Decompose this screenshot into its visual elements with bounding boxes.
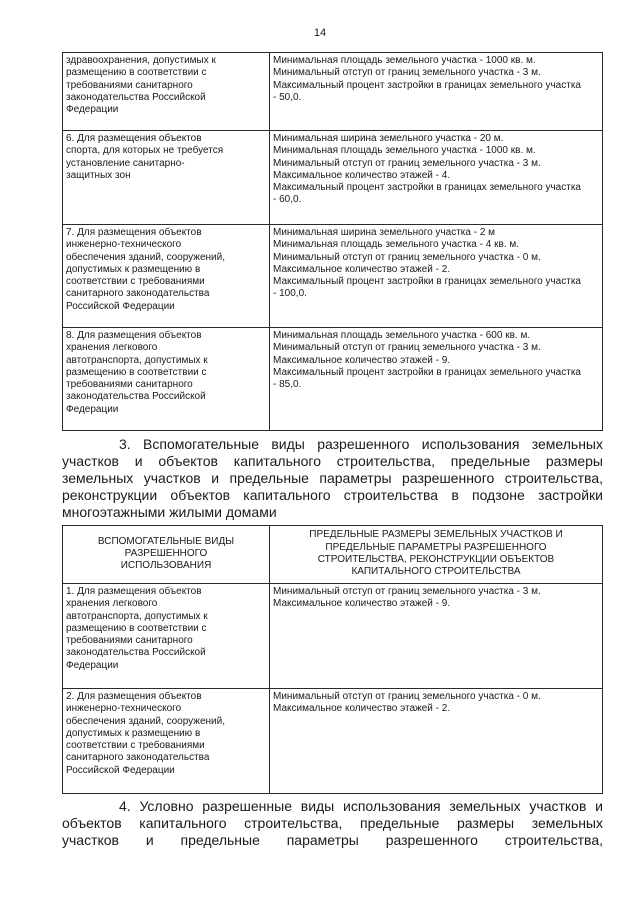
cell-line: Максимальный процент застройки в границах земельного участка — [273, 182, 581, 194]
paragraph-line: участков и предельные параметры разрешенного строительства, — [62, 832, 603, 848]
paragraph-line: участков и объектов капитального строительства, предельные размеры — [62, 453, 603, 469]
use-type-cell — [63, 328, 270, 431]
paragraph-line: земельных участков и предельные параметры разрешенного строительства, — [62, 470, 603, 486]
cell-line: Минимальная площадь земельного участка - 1000 кв. м. — [273, 55, 536, 66]
cell-line: размещению в соответствии с — [66, 622, 207, 634]
parameters-cell — [270, 53, 603, 131]
main-uses-table — [62, 52, 603, 431]
cell-line: 6. Для размещения объектов — [66, 133, 202, 144]
paragraph-line: многоэтажными жилыми домами — [62, 504, 277, 520]
cell-line: требованиями санитарного — [66, 79, 193, 91]
cell-line: Федерации — [66, 403, 119, 415]
cell-line: Минимальная ширина земельного участка - 2 м — [273, 227, 496, 238]
cell-line: Минимальный отступ от границ земельного участка - 0 м. — [273, 251, 541, 263]
section-3-paragraph — [62, 436, 603, 521]
cell-line: - 100,0. — [273, 288, 307, 300]
cell-line: Федерации — [66, 104, 119, 116]
header-line: КАПИТАЛЬНОГО СТРОИТЕЛЬСТВА — [351, 566, 521, 578]
cell-line: требованиями санитарного — [66, 635, 193, 647]
table-header-row — [63, 526, 603, 584]
cell-line: допустимых к размещению в — [66, 727, 201, 739]
cell-line: обеспечения зданий, сооружений, — [66, 251, 225, 263]
page-number: 14 — [313, 27, 327, 39]
table-row — [63, 225, 603, 328]
parameters-cell — [270, 328, 603, 431]
cell-line: 8. Для размещения объектов — [66, 330, 202, 341]
cell-line: Минимальная площадь земельного участка - 1000 кв. м. — [273, 145, 536, 157]
cell-line: Максимальный процент застройки в границах земельного участка — [273, 276, 581, 288]
header-left-cell — [63, 526, 270, 584]
cell-line: автотранспорта, допустимых к — [66, 354, 208, 366]
cell-line: Минимальная ширина земельного участка - 20 м. — [273, 133, 504, 144]
paragraph-line: реконструкции объектов капитального строительства в подзоне застройки — [62, 487, 603, 503]
cell-line: хранения легкового — [66, 598, 158, 610]
cell-line: хранения легкового — [66, 342, 158, 354]
cell-line: установление санитарно- — [66, 157, 185, 169]
cell-line: - 50,0. — [273, 91, 302, 103]
cell-line: спорта, для которых не требуется — [66, 145, 224, 157]
cell-line: допустимых к размещению в — [66, 263, 201, 275]
cell-line: санитарного законодательства — [66, 288, 210, 300]
use-type-cell — [63, 225, 270, 328]
cell-line: соответствии с требованиями — [66, 740, 205, 752]
cell-line: Минимальная площадь земельного участка - 600 кв. м. — [273, 330, 531, 341]
cell-line: 2. Для размещения объектов — [66, 691, 202, 702]
table-row — [63, 689, 603, 794]
parameters-cell — [270, 584, 603, 689]
header-line: СТРОИТЕЛЬСТВА, РЕКОНСТРУКЦИИ ОБЪЕКТОВ — [317, 554, 555, 565]
cell-line: инженерно-технического — [66, 239, 182, 251]
cell-line: Российской Федерации — [66, 764, 175, 776]
cell-line: - 85,0. — [273, 379, 302, 391]
cell-line: Максимальное количество этажей - 9. — [273, 354, 451, 366]
table-row — [63, 328, 603, 431]
paragraph-line: 3. Вспомогательные виды разрешенного использования земельных — [119, 436, 603, 452]
header-line: ИСПОЛЬЗОВАНИЯ — [120, 560, 212, 572]
cell-line: Российской Федерации — [66, 300, 175, 312]
cell-line: законодательства Российской — [66, 391, 206, 403]
table-row — [63, 584, 603, 689]
cell-line: Максимальное количество этажей - 2. — [273, 263, 451, 275]
section-4-paragraph — [62, 798, 603, 849]
cell-line: размещению в соответствии с — [66, 67, 207, 79]
cell-line: Минимальный отступ от границ земельного участка - 3 м. — [273, 586, 541, 597]
table-row — [63, 53, 603, 131]
header-line: ПРЕДЕЛЬНЫЕ РАЗМЕРЫ ЗЕМЕЛЬНЫХ УЧАСТКОВ И — [309, 529, 563, 541]
use-type-cell — [63, 131, 270, 225]
cell-line: здравоохранения, допустимых к — [66, 55, 216, 66]
table-row — [63, 131, 603, 225]
cell-line: Максимальное количество этажей - 4. — [273, 169, 451, 181]
cell-line: санитарного законодательства — [66, 752, 210, 764]
cell-line: Федерации — [66, 659, 119, 671]
header-line: РАЗРЕШЕННОГО — [124, 547, 208, 559]
cell-line: Минимальный отступ от границ земельного участка - 3 м. — [273, 342, 541, 354]
cell-line: 1. Для размещения объектов — [66, 586, 202, 597]
cell-line: обеспечения зданий, сооружений, — [66, 715, 225, 727]
cell-line: Максимальный процент застройки в границах земельного участка — [273, 79, 581, 91]
parameters-cell — [270, 689, 603, 794]
cell-line: соответствии с требованиями — [66, 276, 205, 288]
cell-line: 7. Для размещения объектов — [66, 227, 202, 238]
use-type-cell — [63, 53, 270, 131]
cell-line: защитных зон — [66, 169, 131, 181]
parameters-cell — [270, 225, 603, 328]
use-type-cell — [63, 689, 270, 794]
cell-line: инженерно-технического — [66, 703, 182, 715]
cell-line: требованиями санитарного — [66, 379, 193, 391]
cell-line: Минимальный отступ от границ земельного участка - 3 м. — [273, 67, 541, 79]
paragraph-line: 4. Условно разрешенные виды использования земельных участков и — [119, 798, 603, 814]
cell-line: Минимальный отступ от границ земельного участка - 0 м. — [273, 691, 541, 702]
cell-line: Максимальное количество этажей - 2. — [273, 703, 451, 715]
cell-line: автотранспорта, допустимых к — [66, 610, 208, 622]
use-type-cell — [63, 584, 270, 689]
cell-line: законодательства Российской — [66, 647, 206, 659]
header-right-cell — [270, 526, 603, 584]
parameters-cell — [270, 131, 603, 225]
cell-line: Максимальный процент застройки в границах земельного участка — [273, 366, 581, 378]
paragraph-line: объектов капитального строительства, предельные размеры земельных — [62, 815, 603, 831]
cell-line: размещению в соответствии с — [66, 366, 207, 378]
cell-line: Минимальный отступ от границ земельного участка - 3 м. — [273, 157, 541, 169]
cell-line: - 60,0. — [273, 194, 302, 206]
header-line: ПРЕДЕЛЬНЫЕ ПАРАМЕТРЫ РАЗРЕШЕННОГО — [325, 541, 547, 553]
cell-line: Минимальная площадь земельного участка - 4 кв. м. — [273, 239, 519, 251]
cell-line: Максимальное количество этажей - 9. — [273, 598, 451, 610]
auxiliary-uses-table — [62, 525, 603, 794]
header-line: ВСПОМОГАТЕЛЬНЫЕ ВИДЫ — [97, 535, 235, 547]
cell-line: законодательства Российской — [66, 91, 206, 103]
